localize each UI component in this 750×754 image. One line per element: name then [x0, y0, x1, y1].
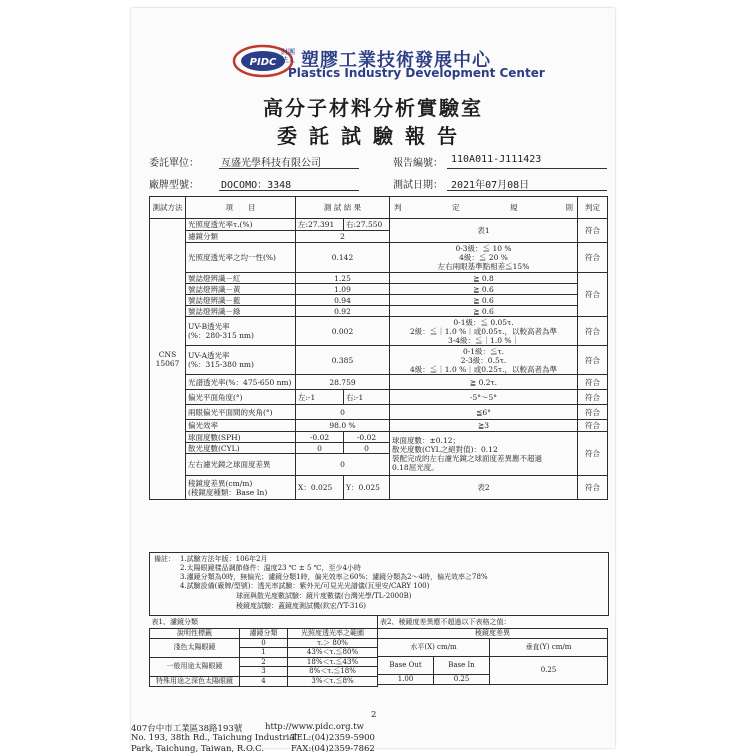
brand-label: 廠牌型號： [149, 180, 199, 191]
page-number: 2 [371, 710, 377, 720]
item-line: 稜鏡度差異(cm/m) [188, 478, 253, 488]
report-no-underline [447, 168, 607, 169]
table-row [150, 432, 608, 443]
header-spec-right: 規 [510, 203, 518, 212]
result-cell: 0 [296, 454, 390, 476]
result-cell: 0.92 [296, 306, 390, 317]
table1-range: 3%＜τ.≦8% [288, 676, 378, 686]
table1-range: τ.＞ 80% [288, 638, 378, 648]
result-left-cell: 0 [296, 443, 344, 454]
spec-cell: ≦6° [390, 405, 578, 420]
note-line: 球面與散光度數試驗：鏡片度數儀(台灣光學/TL-2000B) [236, 592, 412, 600]
table-row [150, 295, 608, 306]
brand-value: DOCOMO：3348 [221, 180, 292, 191]
table-row [150, 390, 608, 405]
table2-vertical-header: 垂直(Y) cm/m [490, 638, 608, 656]
verdict-cell: 符合 [578, 243, 608, 273]
item-cell: 號誌燈辨識－紅 [186, 273, 296, 284]
verdict-cell: 符合 [578, 375, 608, 390]
item-line: UV-B透光率 [188, 322, 230, 331]
spec-line: 3-4級：≦｜1.0 %｜ [447, 335, 519, 345]
foundation-label: 財團法人 [281, 48, 295, 64]
header-spec-mid: 定 [452, 203, 460, 212]
test-date-value: 2021年07月08日 [451, 180, 530, 191]
table1-class: 4 [240, 676, 288, 686]
verdict-cell: 符合 [578, 420, 608, 432]
header-result: 測 試 結 果 [296, 197, 390, 219]
note-line: 3.濾鏡分類為0時，無偏光；濾鏡分類1時，偏光效率≧60%；濾鏡分類為2～4時，偏光效率≧78% [180, 573, 488, 581]
item-cell: 兩眼偏光平面間的夾角(°) [186, 405, 296, 420]
spec-cell: ≧ 0.6 [390, 295, 578, 306]
spec-cell: ≧ 0.6 [390, 284, 578, 295]
item-line: (%：315-380 nm) [188, 360, 254, 369]
result-right-cell: 右:27.550 [344, 219, 390, 231]
table1-class: 0 [240, 638, 288, 648]
table1-header: 濾鏡分類 [240, 628, 288, 638]
result-right-cell: 0 [344, 443, 390, 454]
note-line: 稜鏡度試驗：蓋鏡度測試機(欽宏/YT-316) [236, 602, 366, 610]
table1-header: 說明性標籤 [150, 628, 240, 638]
table1-header-row [150, 628, 378, 638]
prism-difference-table [377, 616, 608, 685]
table1-class: 3 [240, 667, 288, 677]
table-row [150, 657, 378, 667]
table1-title: 表1、濾鏡分類 [150, 616, 378, 628]
spec-line: 2級：≦｜1.0 %｜或0.05τ.，以較高者為準 [410, 326, 557, 336]
table2-header: 稜鏡度差異 [378, 628, 608, 638]
client-underline [219, 168, 359, 169]
item-cell: 號誌燈辨識－黃 [186, 284, 296, 295]
spec-cell [390, 317, 578, 346]
spec-line: 球面度數：±0.12； [392, 435, 460, 445]
verdict-cell: 符合 [578, 219, 608, 243]
spec-cell: ≧ 0.2τ. [390, 375, 578, 390]
spec-line: 裝配完成的左右濾光鏡之球面度差異應不超過 [392, 453, 542, 463]
table-row [150, 346, 608, 375]
table1-label: 特殊用途之深色太陽眼鏡 [150, 676, 240, 686]
org-name-en: Plastics Industry Development Center [288, 66, 545, 80]
table2-vertical-value: 0.25 [490, 656, 608, 684]
item-cell: 號誌燈辨識－綠 [186, 306, 296, 317]
result-cell: 0.002 [296, 317, 390, 346]
result-left-cell: X：0.025 [296, 476, 344, 500]
table-row [150, 306, 608, 317]
note-line: 1.試驗方法年版：106年2月 [180, 555, 268, 563]
table-row [150, 243, 608, 273]
report-subtitle: 委託試驗報告 [277, 124, 469, 148]
table-row [150, 476, 608, 500]
result-left-cell: 左:27.391 [296, 219, 344, 231]
verdict-cell: 符合 [578, 476, 608, 500]
spec-line: 4級：≦｜1.0 %｜或0.25τ.，以較高者為準 [410, 364, 557, 374]
table-header-row [150, 197, 608, 219]
table1-header: 光照度透光率之範圍 [288, 628, 378, 638]
test-date-label: 測試日期： [393, 180, 443, 191]
result-cell: 0 [296, 405, 390, 420]
verdict-cell: 符合 [578, 317, 608, 346]
verdict-cell: 符合 [578, 273, 608, 317]
result-cell: 0.385 [296, 346, 390, 375]
table-row [150, 405, 608, 420]
note-line: 2.太陽眼鏡樣品調節條件：溫度23 ℃ ± 5 ℃，至少4小時 [180, 564, 361, 572]
method-cell: CNS 15067 [150, 219, 186, 500]
result-cell: 0.142 [296, 243, 390, 273]
footer-url: http://www.pidc.org.tw [265, 722, 364, 732]
item-cell: 左右濾光鏡之球面度差異 [186, 454, 296, 476]
report-no-value: 110A011-J111423 [451, 154, 542, 165]
item-cell: 球面度數(SPH) [186, 432, 296, 443]
item-cell: 光照度透光率τ.(%) [186, 219, 296, 231]
spec-cell: ≧ 0.8 [390, 273, 578, 284]
item-line: (%：280-315 nm) [188, 331, 254, 340]
brand-underline [219, 190, 359, 191]
table1-class: 1 [240, 648, 288, 658]
item-line: (稜鏡度種類：Base In) [188, 487, 268, 497]
table-row [150, 273, 608, 284]
logo-text: PIDC [249, 57, 277, 68]
spec-line: 2-3級：0.5τ. [460, 355, 507, 365]
table1-range: 43%＜τ.≦80% [288, 648, 378, 658]
header-spec [390, 197, 578, 219]
filter-category-table [149, 616, 378, 687]
spec-line: 0-1級：≦ 0.05τ. [453, 317, 514, 327]
footer-fax: FAX:(04)2359-7862 [291, 744, 375, 754]
spec-line: 左右兩眼基準點相差≦15% [437, 262, 530, 271]
org-name-cn: 塑膠工業技術發展中心 [301, 50, 491, 71]
result-cell: 98.0 % [296, 420, 390, 432]
table-row [150, 420, 608, 432]
item-cell: 濾鏡分類 [186, 231, 296, 243]
notes-box [149, 552, 609, 616]
spec-cell [390, 432, 578, 476]
header-spec-left: 判 [394, 203, 402, 212]
result-cell: 1.09 [296, 284, 390, 295]
spec-cell: ≧ 0.6 [390, 306, 578, 317]
table-row [150, 284, 608, 295]
note-line: 4.試驗設備(廠牌/型號)：透光率試驗：紫外光/可見光光譜儀(瓦里安/CARY 100) [180, 582, 430, 590]
table-row [150, 317, 608, 346]
header-verdict: 判定 [578, 197, 608, 219]
report-title: 高分子材料分析實驗室 [263, 96, 483, 120]
report-no-label: 報告編號： [393, 158, 443, 169]
header-item: 項 目 [186, 197, 296, 219]
table2-base-in-value: 0.25 [434, 674, 490, 684]
result-right-cell: Y：0.025 [344, 476, 390, 500]
table-row [150, 219, 608, 231]
table2-horizontal-header: 水平(X) cm/m [378, 638, 490, 656]
table2-title: 表2、稜鏡度差異應不超過以下表格之值： [378, 616, 608, 628]
notes-label: 備註： [154, 555, 175, 563]
report-page [131, 8, 615, 754]
item-cell: 偏光效率 [186, 420, 296, 432]
item-cell: 光照度透光率之均一性(%) [186, 243, 296, 273]
spec-cell: 表1 [390, 219, 578, 243]
result-right-cell: -0.02 [344, 432, 390, 443]
table2-base-out-value: 1.00 [378, 674, 434, 684]
item-line: UV-A透光率 [188, 351, 230, 360]
results-table [149, 196, 608, 500]
item-cell: 散光度數(CYL) [186, 443, 296, 454]
item-cell [186, 317, 296, 346]
spec-cell [390, 243, 578, 273]
result-cell: 2 [296, 231, 390, 243]
header-spec-end: 則 [565, 203, 573, 212]
spec-cell: ≧3 [390, 420, 578, 432]
item-cell [186, 346, 296, 375]
verdict-cell: 符合 [578, 346, 608, 375]
footer-address-en1: No. 193, 38th Rd., Taichung Industrial [131, 733, 298, 743]
spec-line: 0.18屈光度。 [392, 462, 439, 472]
spec-line: 4級：≦ 20 % [459, 253, 508, 262]
table1-class: 2 [240, 657, 288, 667]
table-row [150, 638, 378, 648]
spec-cell: 表2 [390, 476, 578, 500]
result-cell: 1.25 [296, 273, 390, 284]
result-cell: 0.94 [296, 295, 390, 306]
test-date-underline [447, 190, 607, 191]
verdict-cell: 符合 [578, 390, 608, 405]
table2-base-in: Base In [434, 656, 490, 674]
table1-range: 8%＜τ.≦18% [288, 667, 378, 677]
result-cell: 28.759 [296, 375, 390, 390]
result-right-cell: 右:-1 [344, 390, 390, 405]
result-left-cell: 左:-1 [296, 390, 344, 405]
table1-label: 一般用途太陽眼鏡 [150, 657, 240, 676]
client-value: 亙盛光學科技有限公司 [221, 158, 321, 169]
result-left-cell: -0.02 [296, 432, 344, 443]
table1-range: 18%＜τ.≦43% [288, 657, 378, 667]
spec-cell: -5°～5° [390, 390, 578, 405]
verdict-cell: 符合 [578, 405, 608, 420]
spec-line: 0-3級：≦ 10 % [455, 244, 512, 253]
footer-address-en2: Park, Taichung, Taiwan, R.O.C. [131, 744, 265, 754]
table1-label: 淺色太陽眼鏡 [150, 638, 240, 657]
item-cell [186, 476, 296, 500]
table2-base-out: Base Out [378, 656, 434, 674]
item-cell: 光譜透光率(%：475-650 nm) [186, 375, 296, 390]
spec-line: 0-1級：≦τ. [462, 346, 505, 356]
item-cell: 號誌燈辨識－藍 [186, 295, 296, 306]
footer-tel: TEL:(04)2359-5900 [291, 733, 375, 743]
spec-line: 散光度數(CYL之絕對值)：0.12 [392, 444, 498, 454]
client-label: 委託單位： [149, 158, 199, 169]
table-row [150, 676, 378, 686]
verdict-cell: 符合 [578, 432, 608, 476]
table-row [150, 375, 608, 390]
spec-cell [390, 346, 578, 375]
footer-address-cn: 407台中市工業區38路193號 [131, 724, 243, 734]
item-cell: 偏光平面角度(°) [186, 390, 296, 405]
header-method: 測試方法 [150, 197, 186, 219]
